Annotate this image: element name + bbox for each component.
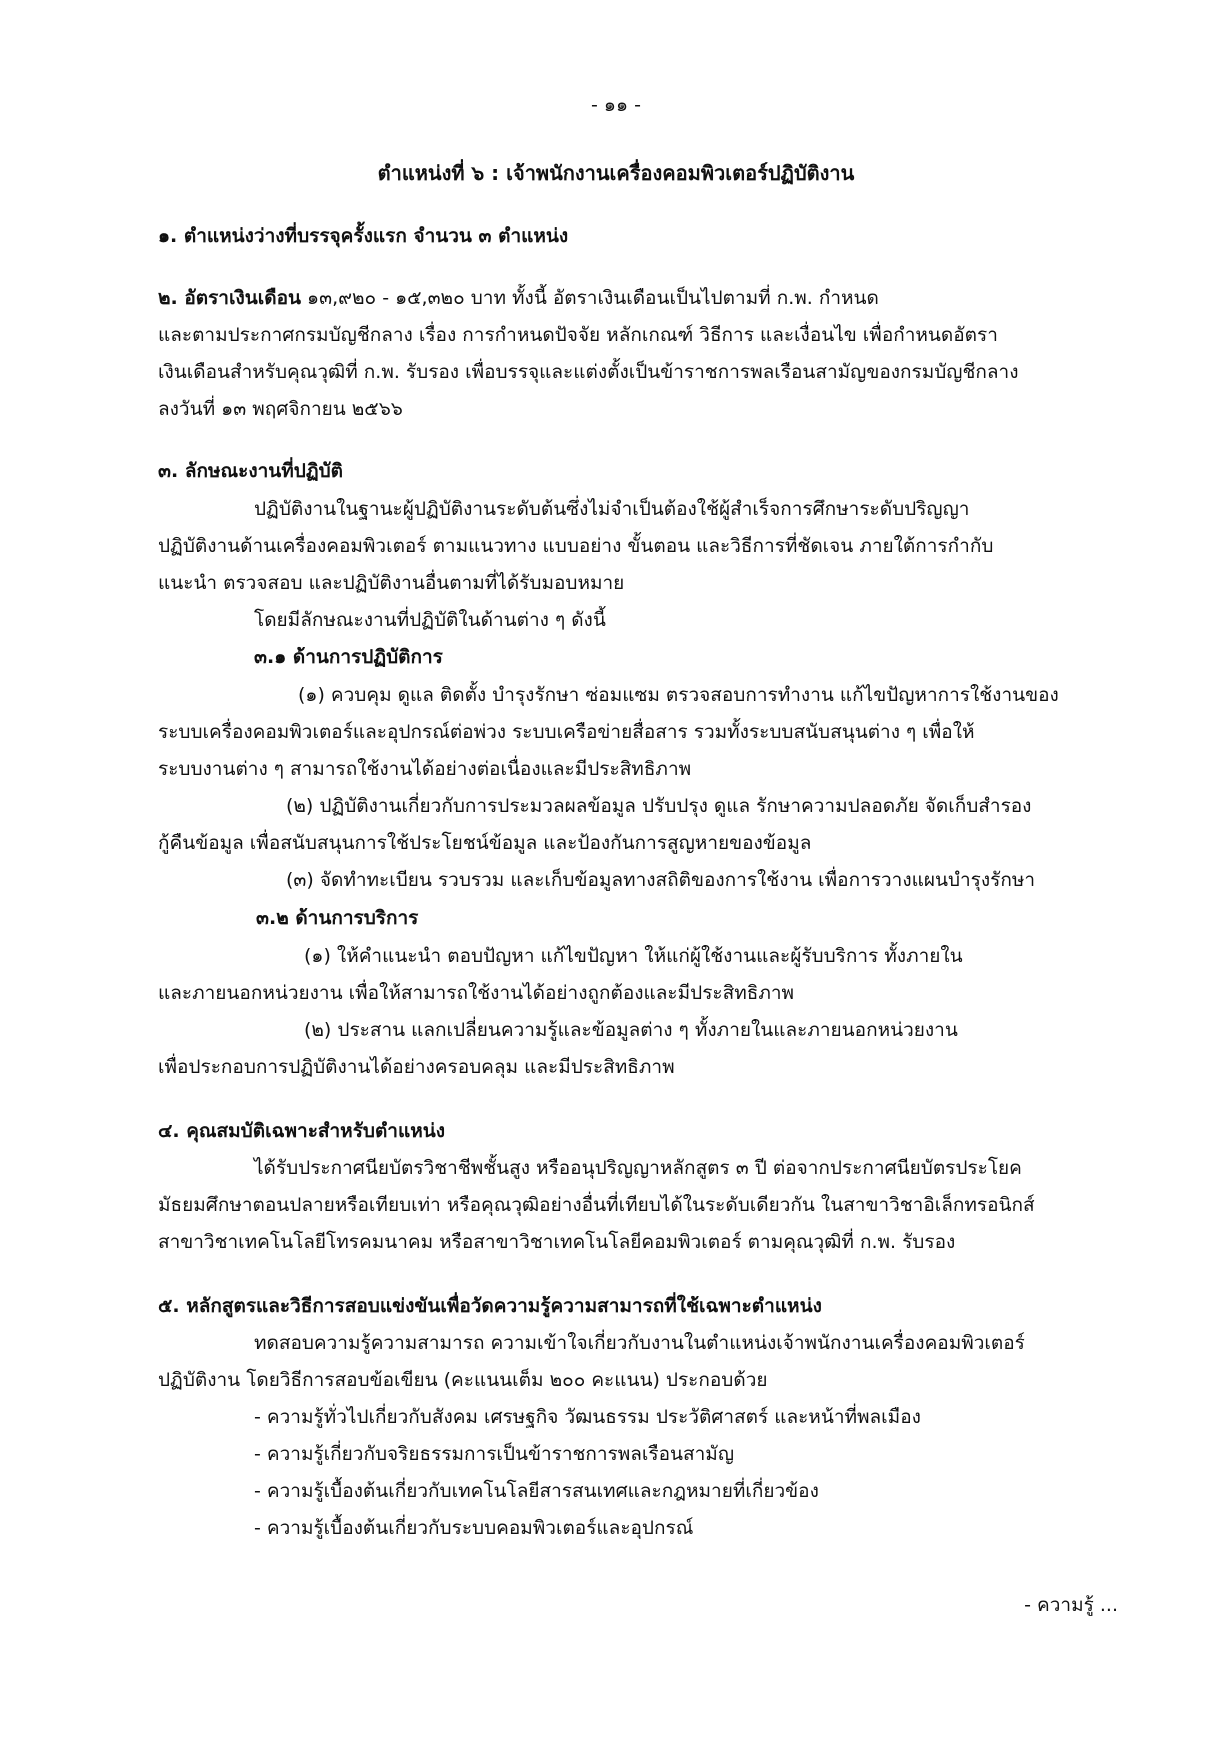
section3-1-text: (๓) จัดทำทะเบียน รวบรวม และเก็บข้อมูลทางสถิติของการใช้งาน เพื่อการวางแผนบำรุงรักษา [286,869,1036,891]
section3-1-text: (๑) ควบคุม ดูแล ติดตั้ง บำรุงรักษา ซ่อมแซม ตรวจสอบการทำงาน แก้ไขปัญหาการใช้งานของ [298,684,1059,706]
list-item: - ความรู้เกี่ยวกับจริยธรรมการเป็นข้าราชการพลเรือนสามัญ [254,1443,735,1465]
section4-text: มัธยมศึกษาตอนปลายหรือเทียบเท่า หรือคุณวุฒิอย่างอื่นที่เทียบได้ในระดับเดียวกัน ในสาขาวิชาอิเล็กทรอนิกส์ [158,1194,1035,1216]
section3-1-text: ระบบเครื่องคอมพิวเตอร์และอุปกรณ์ต่อพ่วง ระบบเครือข่ายสื่อสาร รวมทั้งระบบสนับสนุนต่าง ๆ เพื่อให้ [158,721,975,743]
section3-1-text: (๒) ปฏิบัติงานเกี่ยวกับการประมวลผลข้อมูล ปรับปรุง ดูแล รักษาความปลอดภัย จัดเก็บสำรอง [286,795,1032,817]
section3-text: แนะนำ ตรวจสอบ และปฏิบัติงานอื่นตามที่ได้รับมอบหมาย [158,572,625,594]
section1-heading: ๑. ตำแหน่งว่างที่บรรจุครั้งแรก จำนวน ๓ ตำแหน่ง [158,225,569,247]
page-title: ตำแหน่งที่ ๖ : เจ้าพนักงานเครื่องคอมพิวเตอร์ปฏิบัติงาน [377,161,855,185]
section3-heading: ๓. ลักษณะงานที่ปฏิบัติ [158,460,343,482]
section4-text: ได้รับประกาศนียบัตรวิชาชีพชั้นสูง หรืออนุปริญญาหลักสูตร ๓ ปี ต่อจากประกาศนียบัตรประโยค [254,1157,1022,1179]
section3-text: ปฏิบัติงานด้านเครื่องคอมพิวเตอร์ ตามแนวทาง แบบอย่าง ขั้นตอน และวิธีการที่ชัดเจน ภายใต้การกำกับ [158,535,994,557]
list-item: - ความรู้ทั่วไปเกี่ยวกับสังคม เศรษฐกิจ วัฒนธรรม ประวัติศาสตร์ และหน้าที่พลเมือง [254,1406,921,1428]
section3-2-heading: ๓.๒ ด้านการบริการ [256,907,419,929]
section5-text: ปฏิบัติงาน โดยวิธีการสอบข้อเขียน (คะแนนเต็ม ๒๐๐ คะแนน) ประกอบด้วย [158,1369,768,1391]
section2-text: ลงวันที่ ๑๓ พฤศจิกายน ๒๕๖๖ [158,398,403,420]
continuation-marker: - ความรู้ ... [1024,1594,1118,1616]
section3-1-text: ระบบงานต่าง ๆ สามารถใช้งานได้อย่างต่อเนื่องและมีประสิทธิภาพ [158,758,692,780]
list-item: - ความรู้เบื้องต้นเกี่ยวกับระบบคอมพิวเตอร์และอุปกรณ์ [254,1517,694,1539]
section2-first-line [158,285,879,311]
section3-1-heading: ๓.๑ ด้านการปฏิบัติการ [254,646,443,668]
section2-heading: ๒. อัตราเงินเดือน [158,287,301,309]
section2-text: และตามประกาศกรมบัญชีกลาง เรื่อง การกำหนดปัจจัย หลักเกณฑ์ วิธีการ และเงื่อนไข เพื่อกำหนดอัตรา [158,324,998,346]
section5-text: ทดสอบความรู้ความสามารถ ความเข้าใจเกี่ยวกับงานในตำแหน่งเจ้าพนักงานเครื่องคอมพิวเตอร์ [254,1332,1025,1354]
list-item: - ความรู้เบื้องต้นเกี่ยวกับเทคโนโลยีสารสนเทศและกฎหมายที่เกี่ยวข้อง [254,1480,819,1502]
section3-text: ปฏิบัติงานในฐานะผู้ปฏิบัติงานระดับต้นซึ่งไม่จำเป็นต้องใช้ผู้สำเร็จการศึกษาระดับปริญญา [254,498,970,520]
section2-text: ๑๓,๙๒๐ - ๑๕,๓๒๐ บาท ทั้งนี้ อัตราเงินเดือนเป็นไปตามที่ ก.พ. กำหนด [307,287,879,309]
section3-2-text: เพื่อประกอบการปฏิบัติงานได้อย่างครอบคลุม และมีประสิทธิภาพ [158,1056,675,1078]
section4-text: สาขาวิชาเทคโนโลยีโทรคมนาคม หรือสาขาวิชาเทคโนโลยีคอมพิวเตอร์ ตามคุณวุฒิที่ ก.พ. รับรอง [158,1231,956,1253]
section3-2-text: (๒) ประสาน แลกเปลี่ยนความรู้และข้อมูลต่าง ๆ ทั้งภายในและภายนอกหน่วยงาน [304,1019,958,1041]
section3-2-text: และภายนอกหน่วยงาน เพื่อให้สามารถใช้งานได้อย่างถูกต้องและมีประสิทธิภาพ [158,982,795,1004]
page-number: - ๑๑ - [591,94,641,116]
section3-2-text: (๑) ให้คำแนะนำ ตอบปัญหา แก้ไขปัญหา ให้แก่ผู้ใช้งานและผู้รับบริการ ทั้งภายใน [304,945,963,967]
section4-heading: ๔. คุณสมบัติเฉพาะสำหรับตำแหน่ง [158,1120,446,1142]
section3-text: โดยมีลักษณะงานที่ปฏิบัติในด้านต่าง ๆ ดังนี้ [254,609,606,631]
section5-heading: ๕. หลักสูตรและวิธีการสอบแข่งขันเพื่อวัดความรู้ความสามารถที่ใช้เฉพาะตำแหน่ง [158,1295,822,1317]
section3-1-text: กู้คืนข้อมูล เพื่อสนับสนุนการใช้ประโยชน์ข้อมูล และป้องกันการสูญหายของข้อมูล [158,832,812,854]
section2-text: เงินเดือนสำหรับคุณวุฒิที่ ก.พ. รับรอง เพื่อบรรจุและแต่งตั้งเป็นข้าราชการพลเรือนสามัญของกรมบัญชีกลาง [158,361,1019,383]
